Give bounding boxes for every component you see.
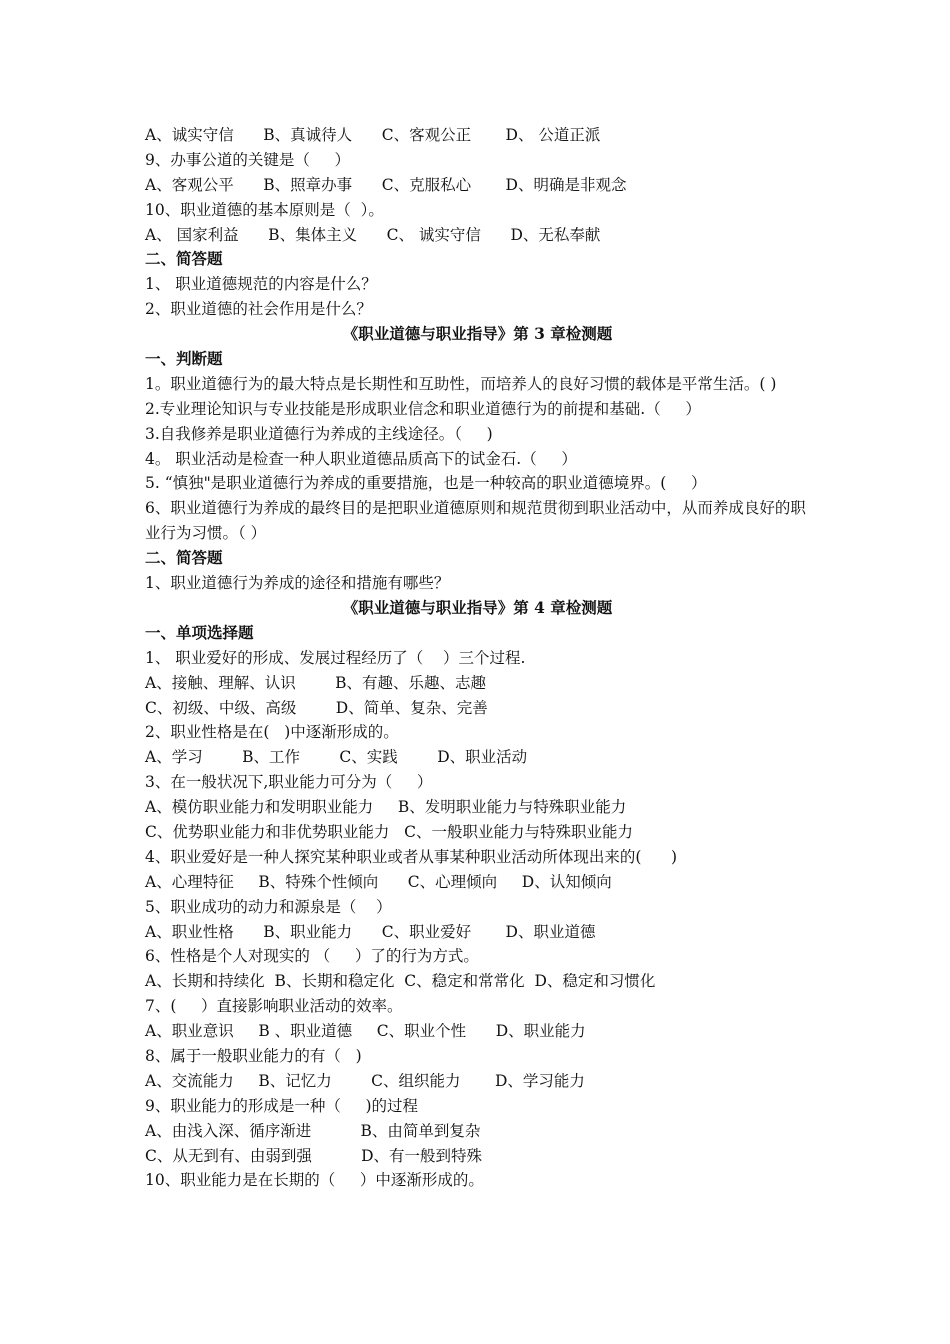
text-line: A、客观公平 B、照章办事 C、克服私心 D、明确是非观念 [145,175,627,194]
text-line: A、职业意识 B 、职业道德 C、职业个性 D、职业能力 [145,1022,586,1041]
text-line: 6、性格是个人对现实的 （ ）了的行为方式。 [145,947,479,966]
text-line: 7、( ）直接影响职业活动的效率。 [145,997,403,1016]
text-line: 1。职业道德行为的最大特点是长期性和互助性，而培养人的良好习惯的载体是平常生活。( ) [145,374,777,393]
text-line: A、交流能力 B、记忆力 C、组织能力 D、学习能力 [145,1071,585,1090]
text-line: 8、属于一般职业能力的有（ ) [145,1047,362,1065]
text-line: A、由浅入深、循序渐进 B、由简单到复杂 [145,1121,481,1140]
text-line: 9、职业能力的形成是一种（ )的过程 [145,1096,419,1115]
text-line: 10、职业能力是在长期的（ ）中逐渐形成的。 [145,1171,484,1190]
text-line: 3、在一般状况下,职业能力可分为（ ） [145,773,433,792]
section-title: 《职业道德与职业指导》第 3 章检测题 [342,324,613,344]
text-line: 2、职业性格是在( )中逐渐形成的。 [145,723,399,742]
section-title: 《职业道德与职业指导》第 4 章检测题 [342,597,613,617]
text-line: 5. “慎独"是职业道德行为养成的重要措施，也是一种较高的职业道德境界。( ） [145,474,707,493]
text-line: 3.自我修养是职业道德行为养成的主线途径。（ ) [145,424,493,443]
text-line: 4、职业爱好是一种人探究某种职业或者从事某种职业活动所体现出来的( ) [145,847,678,866]
text-line: A、模仿职业能力和发明职业能力 B、发明职业能力与特殊职业能力 [145,798,627,817]
section-heading: 一、判断题 [145,349,223,369]
text-line: 4。 职业活动是检查一种人职业道德品质高下的试金石.（ ） [145,449,577,468]
text-line: A、 国家利益 B、集体主义 C、 诚实守信 D、无私奉献 [145,225,601,244]
text-line: C、从无到有、由弱到强 D、有一般到特殊 [145,1146,483,1165]
text-line: 1、职业道德行为养成的途径和措施有哪些？ [145,574,450,593]
text-line: 1、 职业爱好的形成、发展过程经历了（ ）三个过程. [145,648,526,667]
text-line: 10、职业道德的基本原则是（ ）。 [145,200,384,219]
text-line: 9、办事公道的关键是（ ） [145,150,350,169]
text-line: 2.专业理论知识与专业技能是形成职业信念和职业道德行为的前提和基础.（ ） [145,399,701,418]
section-heading: 二、简答题 [145,548,223,568]
section-heading: 一、单项选择题 [145,622,254,642]
text-line: 2、职业道德的社会作用是什么？ [145,300,372,319]
text-line: A、职业性格 B、职业能力 C、职业爱好 D、职业道德 [145,922,596,941]
text-line: C、初级、中级、高级 D、简单、复杂、完善 [145,698,488,717]
text-line: A、接触、理解、认识 B、有趣、乐趣、志趣 [145,673,487,692]
text-line: A、学习 B、工作 C、实践 D、职业活动 [145,748,528,767]
text-line: C、优势职业能力和非优势职业能力 C、一般职业能力与特殊职业能力 [145,822,634,841]
text-line: 1、 职业道德规范的内容是什么？ [145,275,377,294]
text-line: A、心理特征 B、特殊个性倾向 C、心理倾向 D、认知倾向 [145,872,612,891]
text-line: 6、职业道德行为养成的最终目的是把职业道德原则和规范贯彻到职业活动中，从而养成良好的职业行为习惯。（ ） [145,499,806,543]
text-line: A、长期和持续化 B、长期和稳定化 C、稳定和常常化 D、稳定和习惯化 [145,972,656,991]
text-line: A、诚实守信 B、真诚待人 C、客观公正 D、 公道正派 [145,126,601,144]
section-heading: 二、简答题 [145,249,223,269]
document-body [145,123,810,1193]
text-line: 5、职业成功的动力和源泉是（ ） [145,897,392,916]
